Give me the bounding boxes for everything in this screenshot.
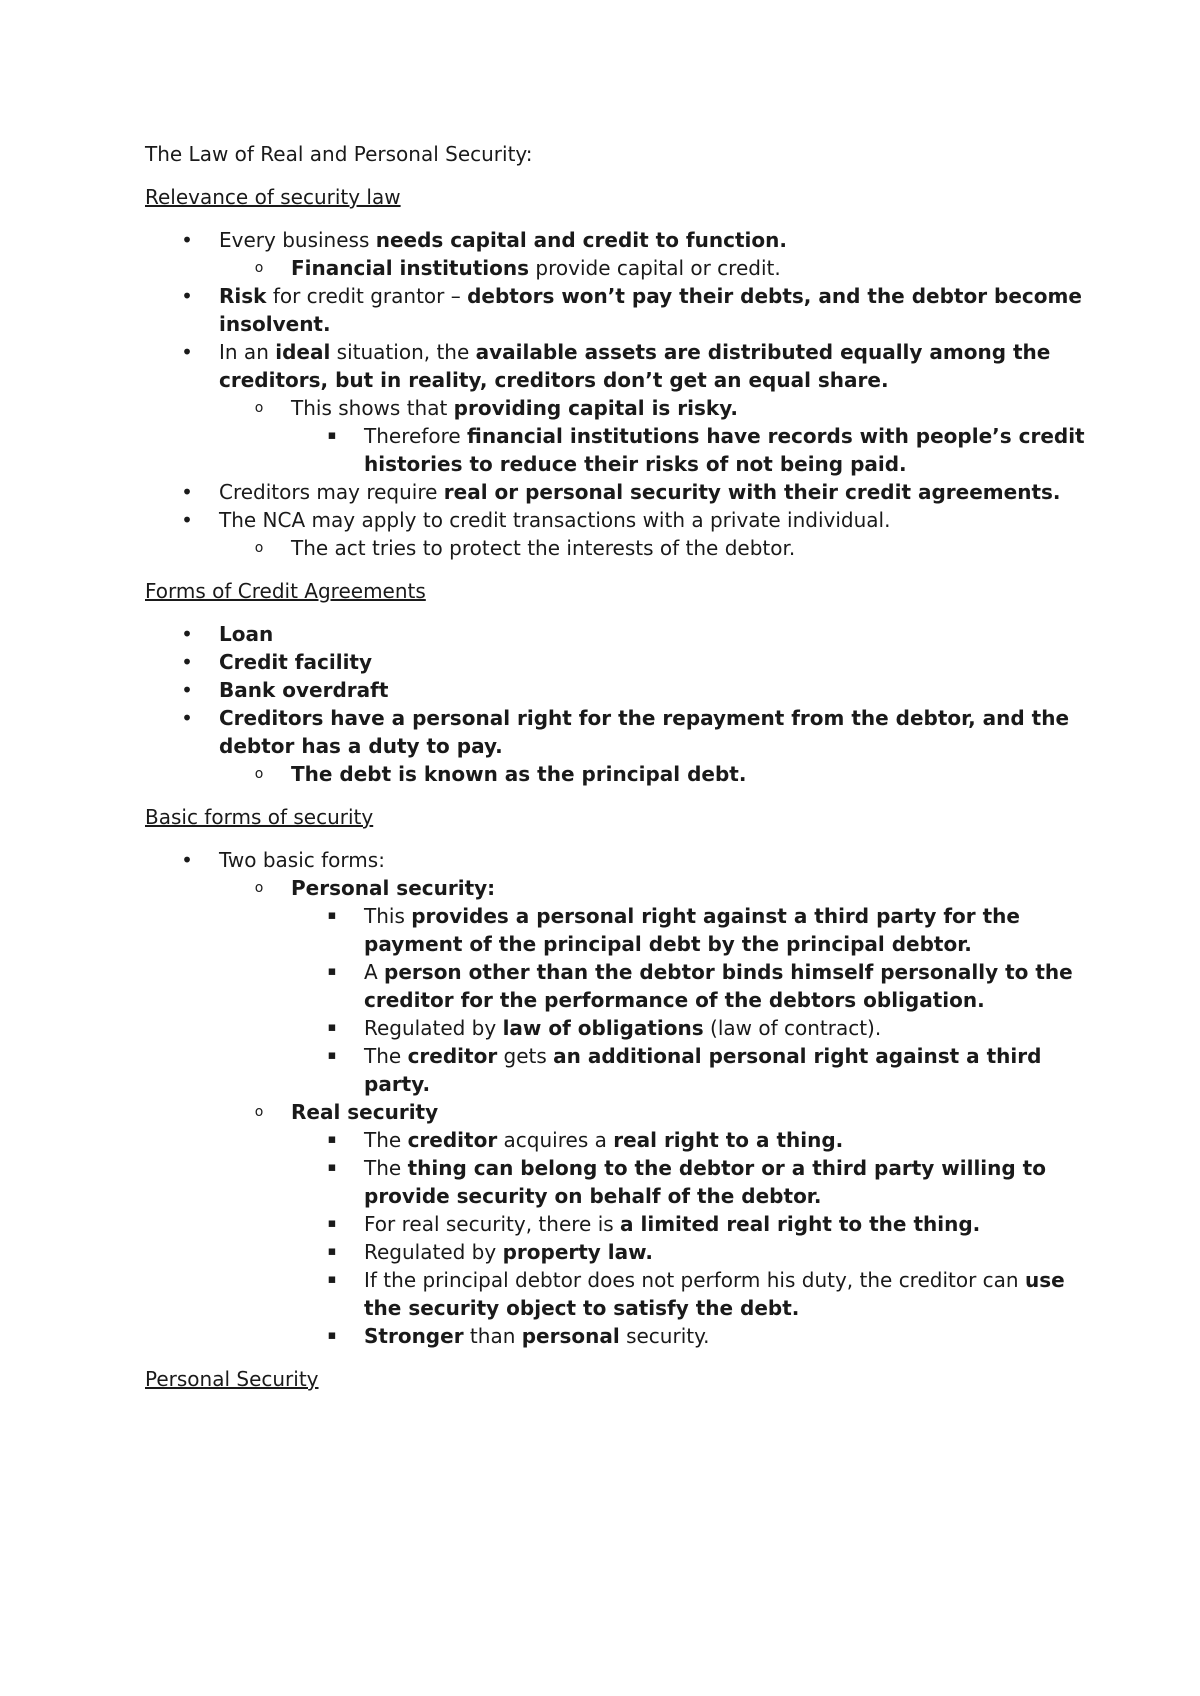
- list-item: [145, 282, 1085, 338]
- section-heading: Relevance of security law: [145, 185, 401, 209]
- bold-text: law of obligations: [502, 1016, 704, 1040]
- bold-text: personal: [521, 1324, 620, 1348]
- bold-text: providing capital is risky.: [453, 396, 739, 420]
- bullet-icon: o: [254, 1104, 264, 1120]
- list-item: [145, 902, 1085, 958]
- bold-text: property law.: [502, 1240, 653, 1264]
- section-heading: Basic forms of security: [145, 805, 374, 829]
- list-item: [145, 338, 1085, 394]
- bold-text: Credit facility: [219, 650, 373, 674]
- list-item: [145, 422, 1085, 478]
- bold-text: creditor: [407, 1128, 498, 1152]
- list-item: [145, 1266, 1085, 1322]
- text: Therefore: [364, 424, 468, 448]
- bold-text: needs capital and credit to function.: [375, 228, 787, 252]
- bullet-icon: ▪: [327, 1132, 337, 1147]
- bold-text: Financial institutions: [291, 256, 530, 280]
- list-item: [145, 226, 1085, 254]
- bullet-icon: ▪: [327, 964, 337, 979]
- bullet-icon: ▪: [327, 908, 337, 923]
- bullet-icon: o: [254, 540, 264, 556]
- list-item: [145, 648, 1085, 676]
- section-heading: Forms of Credit Agreements: [145, 579, 426, 603]
- list-item: [145, 874, 1085, 902]
- bold-text: an additional personal right against a third party.: [364, 1044, 1042, 1096]
- bullet-icon: ▪: [327, 428, 337, 443]
- bullet-icon: •: [181, 706, 193, 730]
- text: security.: [619, 1324, 710, 1348]
- text: The act tries to protect the interests of the debtor.: [291, 536, 796, 560]
- text: The NCA may apply to credit transactions with a private individual.: [219, 508, 891, 532]
- list-item: [145, 394, 1085, 422]
- bold-text: The debt is known as the principal debt.: [291, 762, 747, 786]
- text: (law of contract).: [703, 1016, 882, 1040]
- bullet-icon: o: [254, 400, 264, 416]
- text: This: [364, 904, 412, 928]
- list-item: [145, 1098, 1085, 1126]
- bullet-icon: •: [181, 508, 193, 532]
- text: The: [364, 1128, 408, 1152]
- list-item: [145, 1210, 1085, 1238]
- list-item: [145, 1238, 1085, 1266]
- bold-text: person other than the debtor binds himself personally to the creditor for the performance of the debtors obligation.: [364, 960, 1073, 1012]
- bullet-icon: ▪: [327, 1272, 337, 1287]
- bullet-icon: •: [181, 340, 193, 364]
- bold-text: Creditors have a personal right for the repayment from the debtor, and the debtor has a duty to pay.: [219, 706, 1070, 758]
- bullet-icon: •: [181, 480, 193, 504]
- bullet-icon: ▪: [327, 1048, 337, 1063]
- section-heading: Personal Security: [145, 1367, 319, 1391]
- text: If the principal debtor does not perform his duty, the creditor can: [364, 1268, 1025, 1292]
- text: Two basic forms:: [219, 848, 385, 872]
- bold-text: thing can belong to the debtor or a third party willing to provide security on behalf of the debtor.: [364, 1156, 1046, 1208]
- list-item: [145, 1042, 1085, 1098]
- bold-text: provides a personal right against a third party for the payment of the principal debt by the principal debtor.: [364, 904, 1020, 956]
- bullet-icon: ▪: [327, 1328, 337, 1343]
- bullet-list: [145, 226, 1085, 562]
- bullet-icon: ▪: [327, 1160, 337, 1175]
- bold-text: available assets are distributed equally among the creditors, but in reality, creditors don’t get an equal share.: [219, 340, 1051, 392]
- text: The: [364, 1044, 408, 1068]
- text: for credit grantor –: [266, 284, 468, 308]
- list-item: [145, 1126, 1085, 1154]
- text: acquires a: [497, 1128, 614, 1152]
- list-item: [145, 958, 1085, 1014]
- bullet-icon: •: [181, 228, 193, 252]
- bullet-icon: •: [181, 622, 193, 646]
- text: This shows that: [291, 396, 454, 420]
- document-body: [145, 183, 1085, 1393]
- document-title: The Law of Real and Personal Security:: [145, 142, 533, 166]
- list-item: [145, 478, 1085, 506]
- bold-text: ideal: [275, 340, 331, 364]
- bullet-icon: ▪: [327, 1020, 337, 1035]
- list-item: [145, 620, 1085, 648]
- list-item: [145, 506, 1085, 534]
- text: Every business: [219, 228, 376, 252]
- text: For real security, there is: [364, 1212, 621, 1236]
- list-item: [145, 846, 1085, 874]
- bullet-icon: •: [181, 650, 193, 674]
- bullet-list: [145, 620, 1085, 788]
- text: situation, the: [330, 340, 476, 364]
- bullet-icon: o: [254, 880, 264, 896]
- bullet-list: [145, 846, 1085, 1350]
- list-item: [145, 1014, 1085, 1042]
- list-item: [145, 676, 1085, 704]
- bold-text: Loan: [219, 622, 274, 646]
- bold-text: Risk: [219, 284, 267, 308]
- text: In an: [219, 340, 276, 364]
- list-item: [145, 534, 1085, 562]
- list-item: [145, 1154, 1085, 1210]
- list-item: [145, 1322, 1085, 1350]
- bullet-icon: ▪: [327, 1244, 337, 1259]
- text: The: [364, 1156, 408, 1180]
- bold-text: financial institutions have records with people’s credit histories to reduce their risks of not being paid.: [364, 424, 1085, 476]
- bullet-icon: ▪: [327, 1216, 337, 1231]
- text: than: [463, 1324, 522, 1348]
- text: gets: [497, 1044, 554, 1068]
- text: Regulated by: [364, 1240, 503, 1264]
- text: provide capital or credit.: [529, 256, 781, 280]
- bold-text: Real security: [291, 1100, 439, 1124]
- bold-text: debtors won’t pay their debts, and the debtor become insolvent.: [219, 284, 1082, 336]
- document-page: [145, 140, 1085, 1408]
- bullet-icon: •: [181, 848, 193, 872]
- list-item: [145, 760, 1085, 788]
- bold-text: use the security object to satisfy the debt.: [364, 1268, 1065, 1320]
- bullet-icon: o: [254, 260, 264, 276]
- list-item: [145, 254, 1085, 282]
- list-item: [145, 704, 1085, 760]
- bullet-icon: •: [181, 284, 193, 308]
- bold-text: a limited real right to the thing.: [620, 1212, 981, 1236]
- bold-text: real or personal security with their credit agreements.: [443, 480, 1061, 504]
- bold-text: Personal security:: [291, 876, 496, 900]
- text: A: [364, 960, 385, 984]
- bold-text: Bank overdraft: [219, 678, 389, 702]
- bold-text: Stronger: [364, 1324, 464, 1348]
- bold-text: real right to a thing.: [613, 1128, 844, 1152]
- bullet-icon: o: [254, 766, 264, 782]
- text: Creditors may require: [219, 480, 444, 504]
- bold-text: creditor: [407, 1044, 498, 1068]
- bullet-icon: •: [181, 678, 193, 702]
- text: Regulated by: [364, 1016, 503, 1040]
